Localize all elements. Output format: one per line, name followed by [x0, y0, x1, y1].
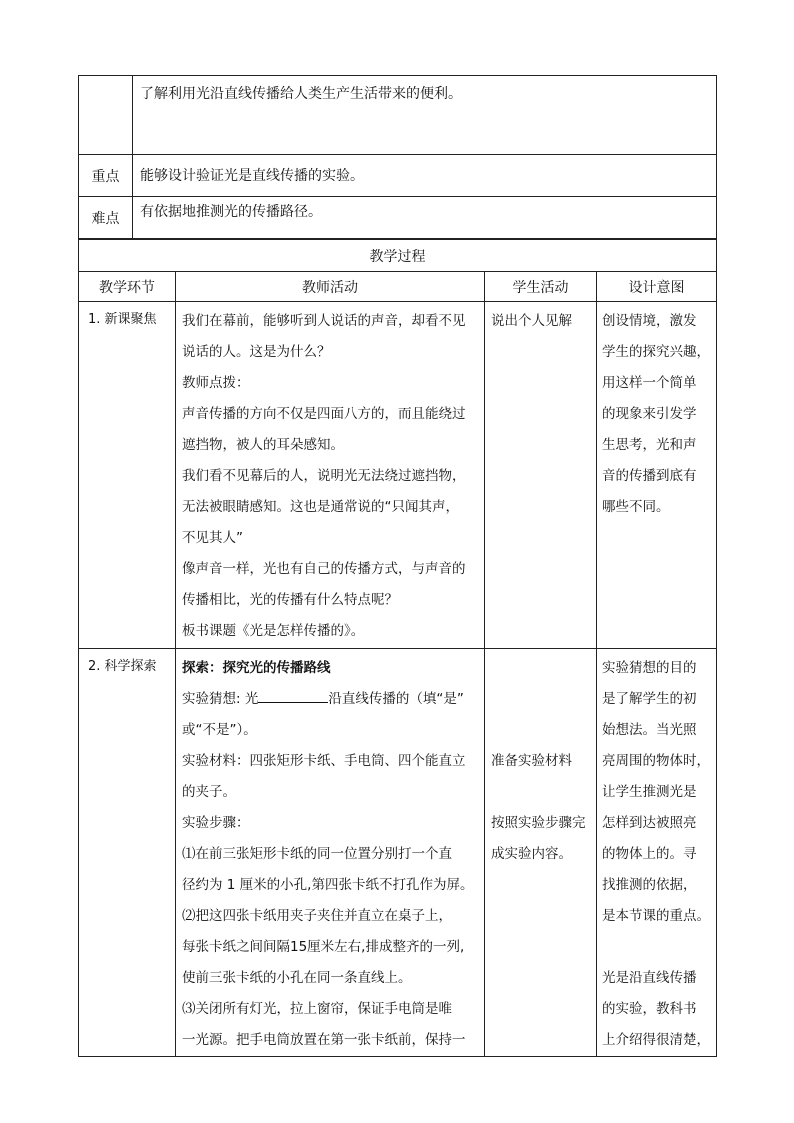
teacher-line: 的夹子。 [182, 784, 236, 800]
guess-line [182, 684, 479, 715]
student-cell-intro [485, 302, 597, 649]
design-line: 光是沿直线传播 [602, 970, 697, 986]
objective-text-cell [133, 76, 717, 155]
header-design: 设计意图 [597, 272, 717, 302]
teacher-line: ⑴在前三张矩形卡纸的同一位置分别打一个直 [182, 846, 452, 862]
teacher-line: ⑵把这四张卡纸用夹子夹住并直立在桌子上， [182, 908, 452, 924]
student-line: 成实验内容。 [491, 846, 572, 862]
design-line: 创设情境，激发 [602, 313, 697, 329]
teacher-line: 教师点拨： [182, 375, 250, 391]
teacher-line: 无法被眼睛感知。这也是通常说的“只闻其声， [182, 499, 459, 515]
teacher-line: 实验材料：四张矩形卡纸、手电筒、四个能直立 [182, 753, 466, 769]
teacher-line: 径约为 1 厘米的小孔,第四张卡纸不打孔作为屏。 [182, 877, 474, 893]
objectives-table [78, 75, 717, 239]
teacher-line: 说话的人。这是为什么？ [182, 344, 331, 360]
student-cell-explore [485, 649, 597, 1057]
student-activity-explore [485, 649, 596, 870]
design-intent-intro [597, 302, 716, 523]
design-line: 是本节课的重点。 [602, 908, 710, 924]
design-line: 上介绍得很清楚， [602, 1032, 710, 1048]
design-line: 哪些不同。 [602, 499, 670, 515]
difficulty-text: 有依据地推测光的传播路径。 [140, 204, 322, 220]
design-cell-explore [597, 649, 717, 1057]
student-activity-intro: 说出个人见解 [491, 313, 572, 329]
teacher-line: 实验步骤： [182, 815, 250, 831]
objective-label-cell [79, 76, 133, 155]
stage-explore: 2. 科学探索 [88, 659, 157, 674]
teacher-line: 不见其人” [182, 530, 243, 546]
process-title: 教学过程 [79, 240, 717, 272]
teacher-line: 声音传播的方向不仅是四面八方的，而且能绕过 [182, 406, 466, 422]
teacher-line: 板书课题《光是怎样传播的》。 [182, 623, 365, 639]
header-stage: 教学环节 [79, 272, 176, 302]
key-point-label: 重点 [79, 155, 133, 197]
teaching-process-table [78, 239, 717, 1057]
stage-cell-intro [79, 302, 176, 649]
design-line: 的现象来引发学 [602, 406, 697, 422]
design-line: 始想法。当光照 [602, 722, 697, 738]
objective-text: 了解利用光沿直线传播给人类生产生活带来的便利。 [140, 86, 462, 102]
student-line: 准备实验材料 [491, 753, 572, 769]
design-intent-explore [597, 649, 716, 1056]
design-line: 实验猜想的目的 [602, 660, 697, 676]
teacher-line: 或“不是”）。 [182, 722, 257, 738]
design-line: 怎样到达被照亮 [602, 815, 697, 831]
design-cell-intro [597, 302, 717, 649]
teacher-activity-explore [176, 649, 484, 1056]
teacher-line: 我们看不见幕后的人，说明光无法绕过遮挡物， [182, 468, 466, 484]
teacher-line: 一光源。把手电筒放置在第一张卡纸前，保持一 [182, 1032, 466, 1048]
teacher-line: ⑶关闭所有灯光，拉上窗帘，保证手电筒是唯 [182, 1001, 452, 1017]
answer-blank[interactable] [258, 688, 328, 703]
teacher-cell-intro [176, 302, 485, 649]
difficulty-row [79, 197, 717, 239]
header-teacher: 教师活动 [176, 272, 485, 302]
design-line: 学生的探究兴趣， [602, 344, 710, 360]
design-line: 找推测的依据， [602, 877, 697, 893]
teacher-line: 使前三张卡纸的小孔在同一条直线上。 [182, 970, 412, 986]
objective-row [79, 76, 717, 155]
design-line: 用这样一个简单 [602, 375, 697, 391]
process-header-row [79, 272, 717, 302]
key-point-text: 能够设计验证光是直线传播的实验。 [140, 167, 364, 184]
process-title-row [79, 240, 717, 272]
stage-cell-explore [79, 649, 176, 1057]
stage-intro: 1. 新课聚焦 [88, 312, 157, 327]
guess-prefix: 实验猜想: 光 [182, 691, 259, 707]
teacher-line: 遮挡物，被人的耳朵感知。 [182, 437, 344, 453]
design-line: 生思考，光和声 [602, 437, 697, 453]
design-line: 的物体上的。寻 [602, 846, 697, 862]
difficulty-label: 难点 [79, 197, 133, 239]
design-line: 的实验，教科书 [602, 1001, 697, 1017]
teacher-line: 我们在幕前，能够听到人说话的声音，却看不见 [182, 313, 466, 329]
design-line: 是了解学生的初 [602, 691, 697, 707]
header-student: 学生活动 [485, 272, 597, 302]
guess-suffix: 沿直线传播的（填“是” [328, 691, 464, 707]
design-line: 音的传播到底有 [602, 468, 697, 484]
process-row-intro [79, 302, 717, 649]
key-point-row [79, 155, 717, 197]
process-row-explore [79, 649, 717, 1057]
teacher-line: 传播相比，光的传播有什么特点呢？ [182, 592, 398, 608]
explore-heading: 探索：探究光的传播路线 [182, 660, 331, 676]
teacher-cell-explore [176, 649, 485, 1057]
teacher-activity-intro [176, 302, 484, 647]
student-line: 按照实验步骤完 [491, 815, 586, 831]
difficulty-cell [133, 197, 717, 239]
teacher-line: 像声音一样，光也有自己的传播方式，与声音的 [182, 561, 466, 577]
teacher-line: 每张卡纸之间间隔15厘米左右,排成整齐的一列, [182, 939, 465, 955]
design-line: 亮周围的物体时， [602, 753, 710, 769]
design-line: 让学生推测光是 [602, 784, 697, 800]
key-point-cell [133, 155, 717, 197]
